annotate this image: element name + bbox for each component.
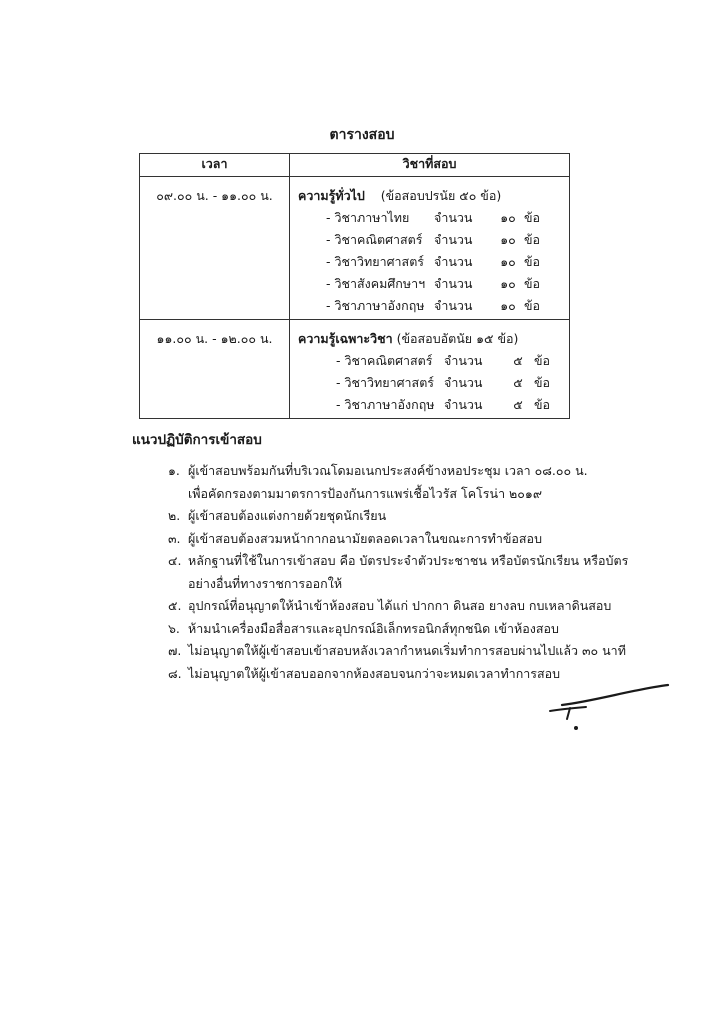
list-item	[168, 528, 608, 551]
subject-row	[298, 229, 569, 251]
item-text: ผู้เข้าสอบต้องแต่งกายด้วยชุดนักเรียน	[188, 508, 387, 523]
subject-unit: ข้อ	[524, 254, 541, 269]
item-text: ผู้เข้าสอบพร้อมกันที่บริเวณโดมอเนกประสงค์ข้างหอประชุม เวลา ๐๘.๐๐ น.	[188, 463, 588, 478]
subject-unit: ข้อ	[534, 397, 551, 412]
section-title: ความรู้ทั่วไป	[298, 188, 365, 203]
subject-name: - วิชาคณิตศาสตร์	[326, 232, 423, 247]
subject-unit: ข้อ	[524, 276, 541, 291]
subject-name: - วิชาภาษาไทย	[326, 210, 410, 225]
section-note: (ข้อสอบอัตนัย ๑๕ ข้อ)	[396, 331, 519, 346]
subject-name: - วิชาภาษาอังกฤษ	[336, 397, 435, 412]
exam-schedule-table	[139, 153, 570, 419]
list-item	[168, 618, 608, 641]
item-number: ๒.	[168, 508, 181, 523]
subject-count: ๑๐	[500, 298, 516, 313]
subject-row	[298, 207, 569, 229]
subject-unit: ข้อ	[534, 375, 551, 390]
list-item	[168, 460, 608, 505]
subject-count: ๑๐	[500, 276, 516, 291]
subject-count-label: จำนวน	[434, 298, 473, 313]
item-number: ๖.	[168, 620, 180, 636]
item-text: เพื่อคัดกรองตามมาตรการป้องกันการแพร่เชื้อไวรัส โคโรน่า ๒๐๑๙	[188, 485, 543, 501]
section-title: ความรู้เฉพาะวิชา	[298, 331, 393, 346]
subject-cell	[290, 320, 570, 419]
subject-unit: ข้อ	[534, 353, 551, 368]
subject-count-label: จำนวน	[444, 353, 483, 368]
item-text: ห้ามนำเครื่องมือสื่อสารและอุปกรณ์อิเล็กทรอนิกส์ทุกชนิด เข้าห้องสอบ	[188, 620, 559, 636]
subject-count-label: จำนวน	[434, 210, 473, 225]
subject-count-label: จำนวน	[434, 232, 473, 247]
subject-row	[298, 295, 569, 317]
item-text: หลักฐานที่ใช้ในการเข้าสอบ คือ บัตรประจำตัวประชาชน หรือบัตรนักเรียน หรือบัตร	[188, 553, 629, 568]
list-item	[168, 640, 626, 663]
list-item	[168, 505, 608, 528]
item-number: ๔.	[168, 553, 182, 568]
subject-row	[298, 372, 569, 394]
item-text: ผู้เข้าสอบต้องสวมหน้ากากอนามัยตลอดเวลาในขณะการทำข้อสอบ	[188, 530, 543, 546]
subject-row	[298, 394, 569, 416]
page-title: ตารางสอบ	[329, 127, 395, 143]
item-text: อุปกรณ์ที่อนุญาตให้นำเข้าห้องสอบ ได้แก่ ปากกา ดินสอ ยางลบ กบเหลาดินสอบ	[188, 598, 612, 613]
list-item	[168, 550, 629, 595]
subject-name: - วิชาวิทยาศาสตร์	[326, 254, 425, 269]
subject-count-label: จำนวน	[444, 375, 483, 390]
subject-count-label: จำนวน	[444, 397, 483, 412]
item-text: ไม่อนุญาตให้ผู้เข้าสอบเข้าสอบหลังเวลากำหนดเริ่มทำการสอบผ่านไปแล้ว ๓๐ นาที	[188, 643, 626, 658]
subject-name: - วิชาคณิตศาสตร์	[336, 353, 433, 368]
subject-name: - วิชาภาษาอังกฤษ	[326, 298, 425, 313]
section-heading	[298, 185, 569, 207]
table-row	[140, 320, 570, 419]
subject-unit: ข้อ	[524, 232, 541, 247]
time-cell: ๐๙.๐๐ น. - ๑๑.๐๐ น.	[140, 177, 290, 320]
item-number: ๓.	[168, 530, 181, 546]
subject-count: ๑๐	[500, 210, 516, 225]
item-number: ๗.	[168, 643, 182, 658]
section-heading	[298, 328, 569, 350]
signature-mark	[540, 675, 680, 735]
item-number: ๕.	[168, 598, 182, 613]
subject-unit: ข้อ	[524, 210, 541, 225]
subject-name: - วิชาวิทยาศาสตร์	[336, 375, 435, 390]
subject-row	[298, 251, 569, 273]
item-text: อย่างอื่นที่ทางราชการออกให้	[188, 575, 343, 591]
subject-row	[298, 273, 569, 295]
subject-cell	[290, 177, 570, 320]
subject-count: ๑๐	[500, 232, 516, 247]
item-text: ไม่อนุญาตให้ผู้เข้าสอบออกจากห้องสอบจนกว่าจะหมดเวลาทำการสอบ	[188, 665, 561, 681]
table-row	[140, 177, 570, 320]
subject-count: ๕	[513, 353, 523, 368]
subject-row	[298, 350, 569, 372]
header-time: เวลา	[140, 154, 290, 177]
item-number: ๘.	[168, 665, 182, 681]
subject-unit: ข้อ	[524, 298, 541, 313]
header-subject: วิชาที่สอบ	[290, 154, 570, 177]
section-note: (ข้อสอบปรนัย ๕๐ ข้อ)	[380, 188, 502, 203]
time-cell: ๑๑.๐๐ น. - ๑๒.๐๐ น.	[140, 320, 290, 419]
table-header-row	[140, 154, 570, 177]
list-item	[168, 595, 612, 618]
guidelines-list	[168, 460, 629, 685]
subject-count-label: จำนวน	[434, 254, 473, 269]
subject-count: ๕	[513, 375, 523, 390]
subject-count: ๕	[513, 397, 523, 412]
subject-count: ๑๐	[500, 254, 516, 269]
subject-count-label: จำนวน	[434, 276, 473, 291]
item-number: ๑.	[168, 463, 180, 478]
subject-name: - วิชาสังคมศึกษาฯ	[326, 276, 426, 291]
guidelines-title: แนวปฏิบัติการเข้าสอบ	[132, 432, 262, 448]
